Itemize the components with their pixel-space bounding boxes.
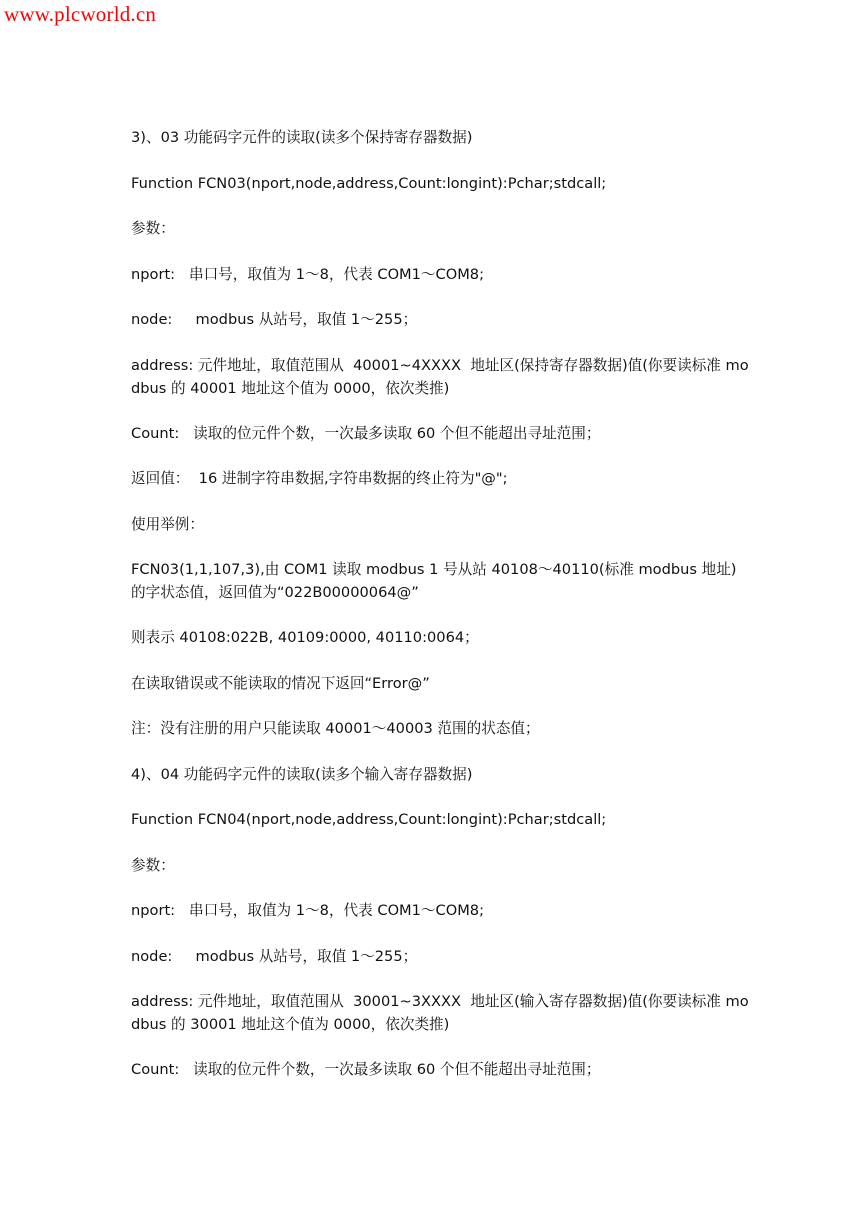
- params-label: 参数：: [131, 220, 175, 237]
- function-signature-fcn03: Function FCN03(nport,node,address,Count:longint):Pchar;stdcall;: [131, 174, 607, 192]
- registration-note: 注：没有注册的用户只能读取 40001～40003 范围的状态值；: [131, 720, 540, 737]
- function-signature-fcn04: Function FCN04(nport,node,address,Count:longint):Pchar;stdcall;: [131, 811, 607, 828]
- watermark-url: www.plcworld.cn: [4, 2, 157, 26]
- error-note: 在读取错误或不能读取的情况下返回“Error@”: [131, 674, 430, 692]
- example-result: 则表示 40108:022B, 40109:0000, 40110:0064；: [131, 629, 479, 646]
- param-nport: nport: 串口号，取值为 1～8，代表 COM1～COM8;: [131, 902, 484, 919]
- return-value: 返回值： 16 进制字符串数据,字符串数据的终止符为"@";: [131, 470, 508, 487]
- section-heading-04: 4)、04 功能码字元件的读取(读多个输入寄存器数据): [131, 765, 473, 783]
- param-node: node: modbus 从站号，取值 1～255；: [131, 311, 418, 328]
- section-heading-03: 3)、03 功能码字元件的读取(读多个保持寄存器数据): [131, 129, 473, 146]
- param-address: address: 元件地址，取值范围从 40001~4XXXX 地址区(保持寄存器数据)值(你要读标准 modbus 的 40001 地址这个值为 0000，依次类推): [131, 356, 749, 397]
- document-body: [131, 126, 751, 1104]
- param-address: address: 元件地址，取值范围从 30001~3XXXX 地址区(输入寄存器数据)值(你要读标准 modbus 的 30001 地址这个值为 0000，依次类推): [131, 993, 749, 1033]
- usage-example-label: 使用举例：: [131, 515, 204, 533]
- param-nport: nport: 串口号，取值为 1～8，代表 COM1～COM8;: [131, 265, 484, 283]
- params-label: 参数：: [131, 856, 175, 874]
- param-count: Count: 读取的位元件个数，一次最多读取 60 个但不能超出寻址范围；: [131, 424, 601, 442]
- param-count: Count: 读取的位元件个数，一次最多读取 60 个但不能超出寻址范围；: [131, 1061, 601, 1078]
- param-node: node: modbus 从站号，取值 1～255；: [131, 947, 418, 965]
- usage-example: FCN03(1,1,107,3),由 COM1 读取 modbus 1 号从站 40108～40110(标准 modbus 地址)的字状态值，返回值为“022B00000064@”: [131, 561, 737, 601]
